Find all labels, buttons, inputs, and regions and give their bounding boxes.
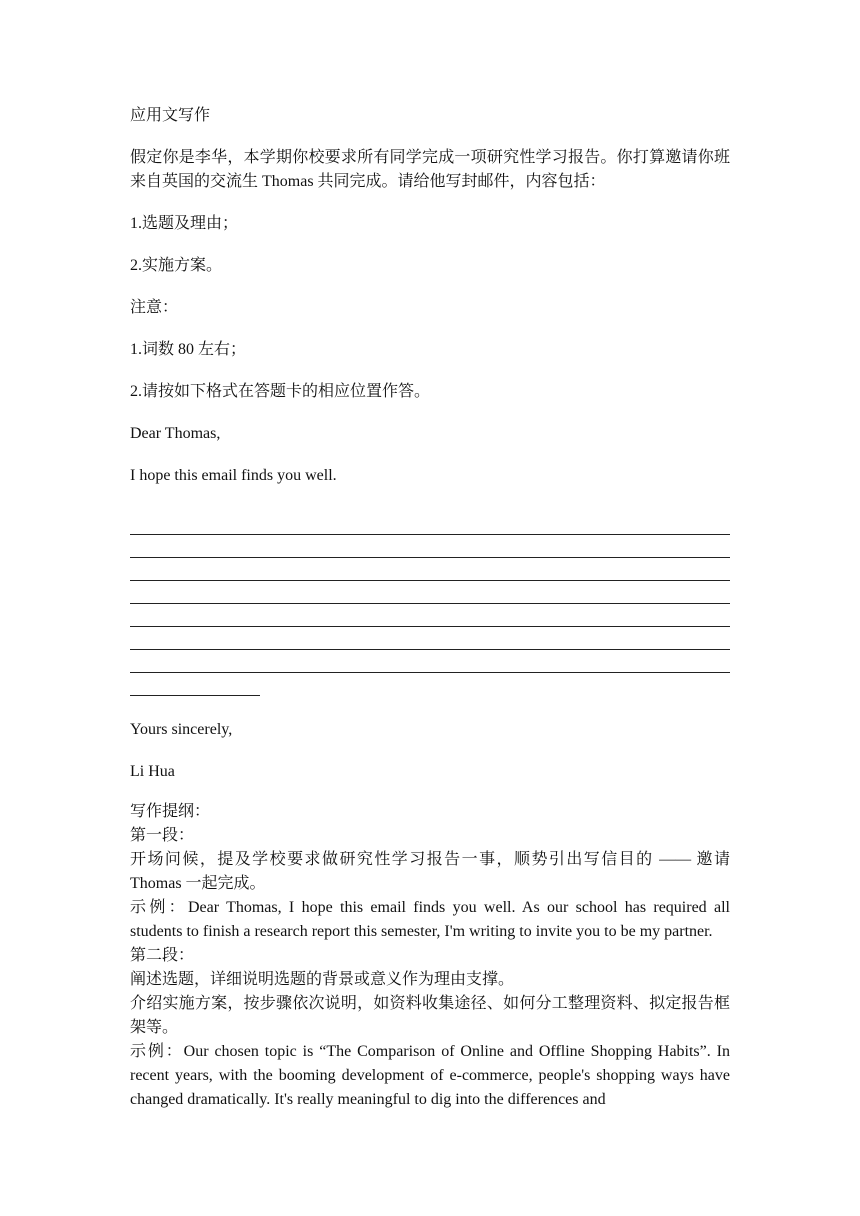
task-prompt: 假定你是李华，本学期你校要求所有同学完成一项研究性学习报告。你打算邀请你班来自英国的交流生 Thomas 共同完成。请给他写封邮件，内容包括：	[130, 149, 730, 190]
answer-line	[130, 535, 730, 558]
section-heading: 应用文写作	[130, 107, 211, 124]
outline-paragraph-2-desc-1: 阐述选题，详细说明选题的背景或意义作为理由支撑。	[130, 971, 515, 988]
answer-line	[130, 512, 730, 535]
outline-paragraph-2-example: 示例：Our chosen topic is “The Comparison of Online and Offline Shopping Habits”. In recent years, with the booming development of e-commerce, people's shopping ways have changed dramatically. It's really meaningful to dig into the differences and	[130, 1043, 730, 1108]
outline-paragraph-1-desc: 开场问候，提及学校要求做研究性学习报告一事，顺势引出写信目的 —— 邀请 Thomas 一起完成。	[130, 851, 730, 892]
answer-line	[130, 581, 730, 604]
document-page	[130, 104, 730, 1112]
outline-title: 写作提纲：	[130, 803, 211, 820]
content-item-1: 1.选题及理由；	[130, 215, 239, 232]
answer-line	[130, 558, 730, 581]
answer-line	[130, 650, 730, 673]
writing-outline	[130, 800, 730, 1112]
letter-opening: I hope this email finds you well.	[130, 467, 337, 484]
outline-paragraph-1-label: 第一段：	[130, 827, 195, 844]
notes-label: 注意：	[130, 299, 179, 316]
letter-greeting: Dear Thomas,	[130, 425, 221, 442]
content-item-2: 2.实施方案。	[130, 257, 223, 274]
outline-paragraph-2-desc-2: 介绍实施方案，按步骤依次说明，如资料收集途径、如何分工整理资料、拟定报告框架等。	[130, 995, 730, 1036]
answer-line	[130, 604, 730, 627]
answer-line-short	[130, 673, 260, 696]
note-1: 1.词数 80 左右；	[130, 341, 247, 358]
outline-paragraph-2-label: 第二段：	[130, 947, 195, 964]
answer-line	[130, 627, 730, 650]
answer-lines	[130, 512, 730, 696]
letter-closing: Yours sincerely,	[130, 721, 233, 738]
outline-paragraph-1-example: 示例：Dear Thomas, I hope this email finds you well. As our school has required all students to finish a research report this semester, I'm writing to invite you to be my partner.	[130, 899, 730, 940]
note-2: 2.请按如下格式在答题卡的相应位置作答。	[130, 383, 431, 400]
letter-signature: Li Hua	[130, 763, 175, 780]
